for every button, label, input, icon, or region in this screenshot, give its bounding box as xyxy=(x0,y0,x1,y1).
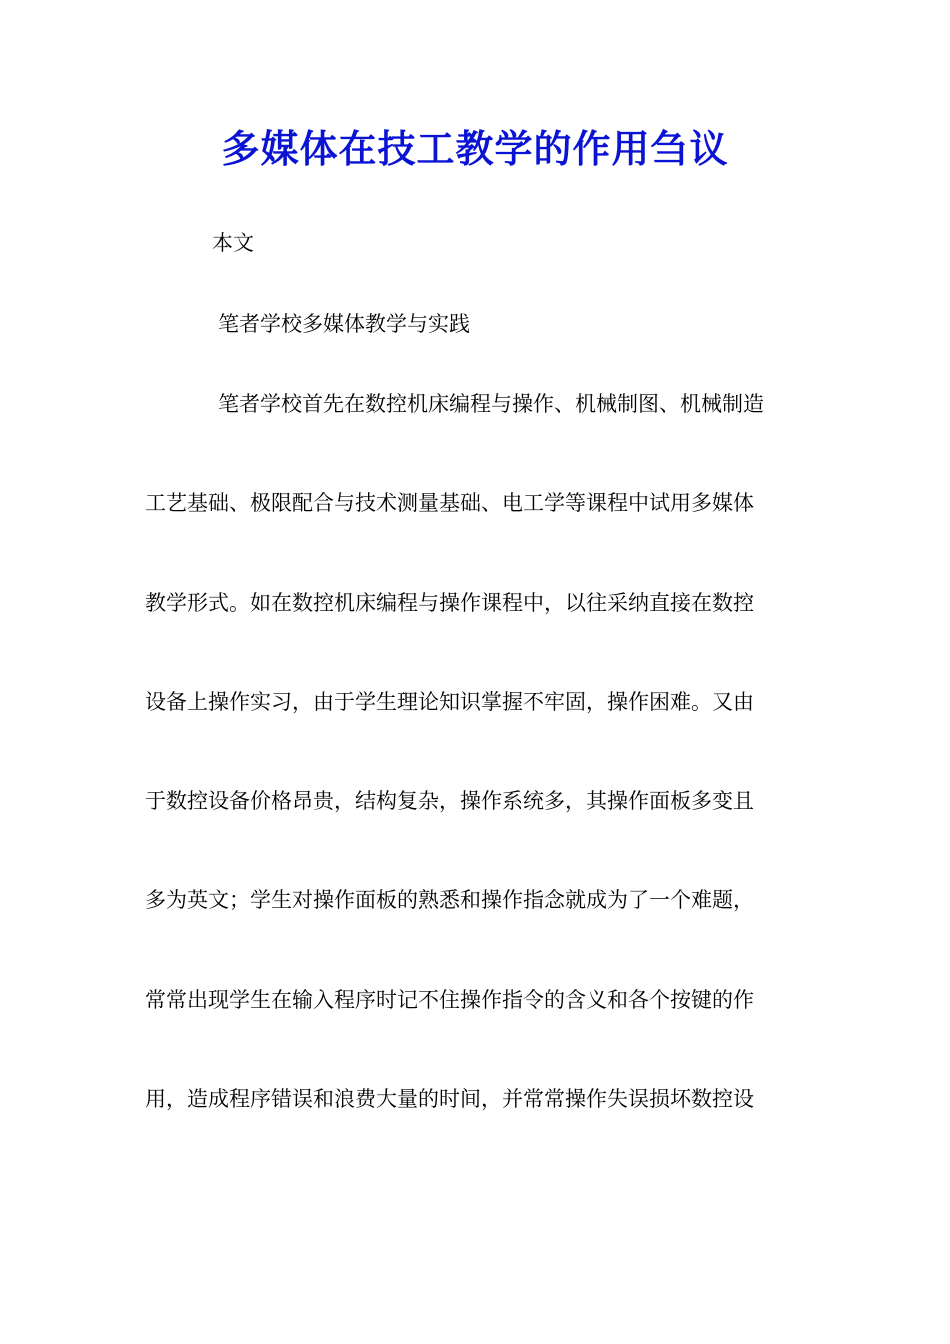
body-line: 笔者学校首先在数控机床编程与操作、机械制图、机械制造 xyxy=(218,392,764,416)
section-heading: 笔者学校多媒体教学与实践 xyxy=(218,312,470,336)
body-line: 常常出现学生在输入程序时记不住操作指令的含义和各个按键的作 xyxy=(145,988,754,1012)
body-line: 工艺基础、极限配合与技术测量基础、电工学等课程中试用多媒体 xyxy=(145,491,754,515)
body-line: 多为英文；学生对操作面板的熟悉和操作指念就成为了一个难题， xyxy=(145,888,754,912)
body-line: 设备上操作实习，由于学生理论知识掌握不牢固，操作困难。又由 xyxy=(145,690,754,714)
body-line: 教学形式。如在数控机床编程与操作课程中，以往采纳直接在数控 xyxy=(145,591,754,615)
author-line: 本文 xyxy=(212,231,254,255)
body-line: 用，造成程序错误和浪费大量的时间，并常常操作失误损坏数控设 xyxy=(145,1087,754,1111)
document-title: 多媒体在技工教学的作用刍议 xyxy=(221,126,729,171)
body-line: 于数控设备价格昂贵，结构复杂，操作系统多，其操作面板多变且 xyxy=(145,789,754,813)
